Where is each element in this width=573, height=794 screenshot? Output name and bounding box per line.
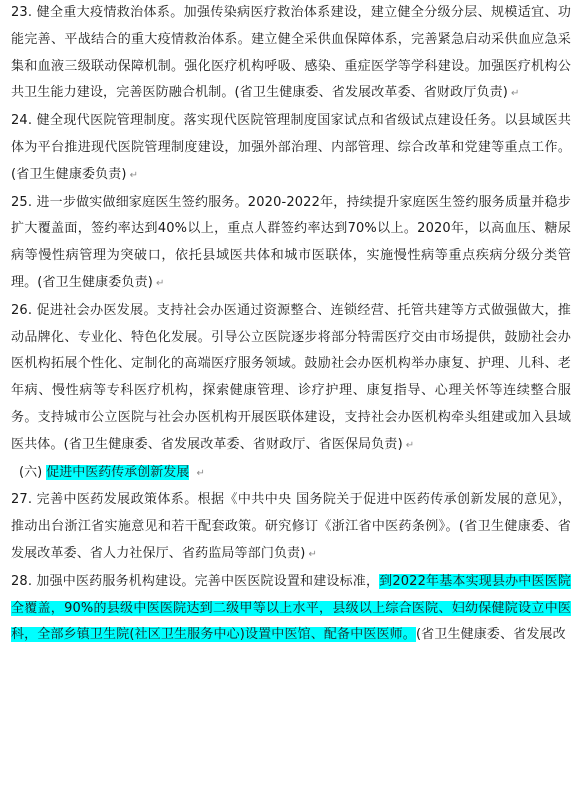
paragraph-mark-icon: ↵ <box>155 277 165 289</box>
paragraph-text: 26. 促进社会办医发展。支持社会办医通过资源整合、连锁经营、托管共建等方式做强做大，推动品牌化、专业化、特色化发展。引导公立医院逐步将部分特需医疗交由市场提供，鼓励社会办医机构拓展个性化、定制化的高端医疗服务领域。鼓励社会办医机构举办康复、护理、儿科、老年病、慢性病等专科医疗机构，探索健康管理、诊疗护理、康复指导、心理关怀等连续整合服务。支持城市公立医院与社会办医机构开展医联体建设，支持社会办医机构牵头组建或加入县域医共体。(省卫生健康委、省发展改革委、省财政厅、省医保局负责) <box>11 302 571 452</box>
paragraph-text: (省卫生健康委、省发展改 <box>415 627 566 643</box>
paragraph-mark-icon: ↵ <box>196 467 205 479</box>
paragraph-p28[interactable] <box>11 569 571 649</box>
highlighted-text: 到2022年基本实现县办中医医院全覆盖，90%的县级中医医院达到二级甲等以上水平，县级以上综合医院、妇幼保健院设立中医科，全部乡镇卫生院(社区卫生服务中心)设置中医馆、配备中医医师。 <box>11 573 571 643</box>
paragraph-p27[interactable] <box>11 487 571 568</box>
paragraph-text: 27. 完善中医药发展政策体系。根据《中共中央 国务院关于促进中医药传承创新发展的意见》，推动出台浙江省实施意见和若干配套政策。研究修订《浙江省中医药条例》。(省卫生健康委、省发展改革委、省人力社保厅、省药监局等部门负责) <box>11 492 571 561</box>
paragraphs-after <box>11 487 571 649</box>
paragraphs-before <box>11 0 571 460</box>
section-heading <box>11 460 571 488</box>
paragraph-p23[interactable] <box>11 0 571 108</box>
paragraph-p24[interactable] <box>11 108 571 189</box>
paragraph-text: 28. 加强中医药服务机构建设。完善中医医院设置和建设标准， <box>11 573 380 589</box>
paragraph-text: 25. 进一步做实做细家庭医生签约服务。2020-2022年，持续提升家庭医生签约服务质量并稳步扩大覆盖面，签约率达到40%以上，重点人群签约率达到70%以上。2020年，以高血压、糖尿病等慢性病管理为突破口，依托县域医共体和城市医联体，实施慢性病等重点疾病分级分类管理。(省卫生健康委负责) <box>11 194 571 290</box>
paragraph-p26[interactable] <box>11 298 571 460</box>
paragraph-mark-icon: ↵ <box>129 169 139 181</box>
paragraph-text: 24. 健全现代医院管理制度。落实现代医院管理制度国家试点和省级试点建设任务。以县域医共体为平台推进现代医院管理制度建设，加强外部治理、内部管理、综合改革和党建等重点工作。(省卫生健康委负责) <box>11 113 571 182</box>
paragraph-mark-icon: ↵ <box>308 548 318 560</box>
paragraph-p25[interactable] <box>11 190 571 298</box>
section-heading-prefix: (六) <box>19 464 43 480</box>
paragraph-mark-icon: ↵ <box>511 88 520 100</box>
section-heading-title[interactable]: 促进中医药传承创新发展 <box>46 464 190 480</box>
document-page <box>11 0 571 649</box>
paragraph-text: 23. 健全重大疫情救治体系。加强传染病医疗救治体系建设，建立健全分级分层、规模适宜、功能完善、平战结合的重大疫情救治体系。建立健全采供血保障体系，完善紧急启动采供血应急采集和血液三级联动保障机制。强化医疗机构呼吸、感染、重症医学等学科建设。加强医疗机构公共卫生能力建设，完善医防融合机制。(省卫生健康委、省发展改革委、省财政厅负责) <box>11 5 571 101</box>
paragraph-mark-icon: ↵ <box>405 439 415 451</box>
